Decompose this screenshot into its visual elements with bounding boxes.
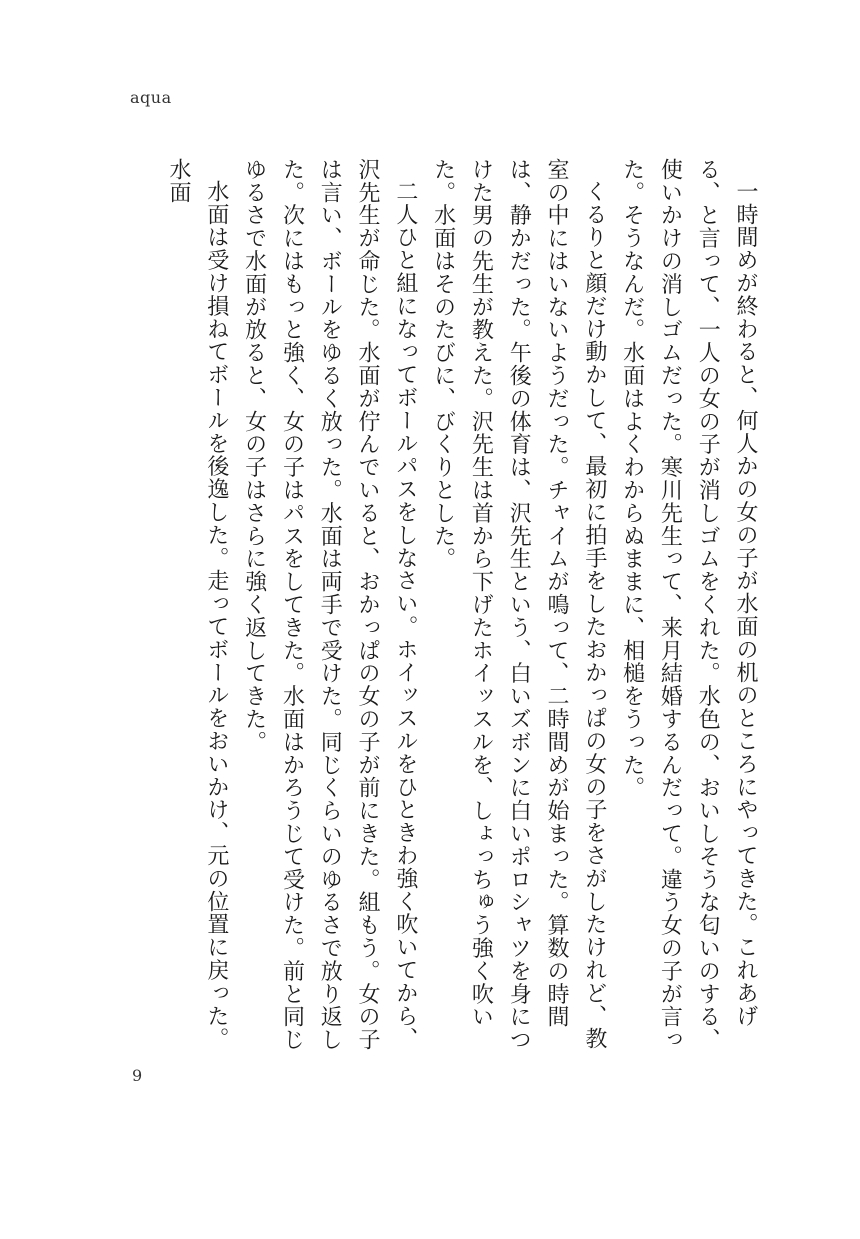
page-number: 9 xyxy=(132,1066,143,1085)
paragraph-3: 二人ひと組になってボールパスをしなさい。ホイッスルをひときわ強く吹いてから、沢先生が命じた。水面が佇んでいると、おかっぱの女の子が前にきた。組もう。女の子は言い、ボールをゆるく放った。水面は両手で受けた。同じくらいのゆるさで放り返した。次にはもっと強く、女の子はパスをしてきた。水面はかろうじて受けた。前と同じゆるさで水面が放ると、女の子はさらに強く返してきた。 xyxy=(241,158,418,1052)
running-title: aqua xyxy=(130,88,172,107)
paragraph-4: 水面は受け損ねてボールを後逸した。走ってボールをおいかけ、元の位置に戻った。水面 xyxy=(166,158,229,1051)
paragraph-1: 一時間めが終わると、何人かの女の子が水面の机のところにやってきた。これあげる、と言って、一人の女の子が消しゴムをくれた。水色の、おいしそうな匂いのする、使いかけの消しゴムだった。寒川先生って、来月結婚するんだって。違う女の子が言った。そうなんだ。水面はよくわからぬままに、相槌をうった。 xyxy=(619,158,758,1052)
paragraph-2: くるりと顔だけ動かして、最初に拍手をしたおかっぱの女の子をさがしたけれど、教室の中にはいないようだった。チャイムが鳴って、二時間めが始まった。算数の時間は、静かだった。午後の体育は、沢先生という、白いズボンに白いポロシャツを身につけた男の先生が教えた。沢先生は首から下げたホイッスルを、しょっちゅう強く吹いた。水面はそのたびに、びくりとした。 xyxy=(430,158,607,1052)
body-text xyxy=(114,158,764,1058)
